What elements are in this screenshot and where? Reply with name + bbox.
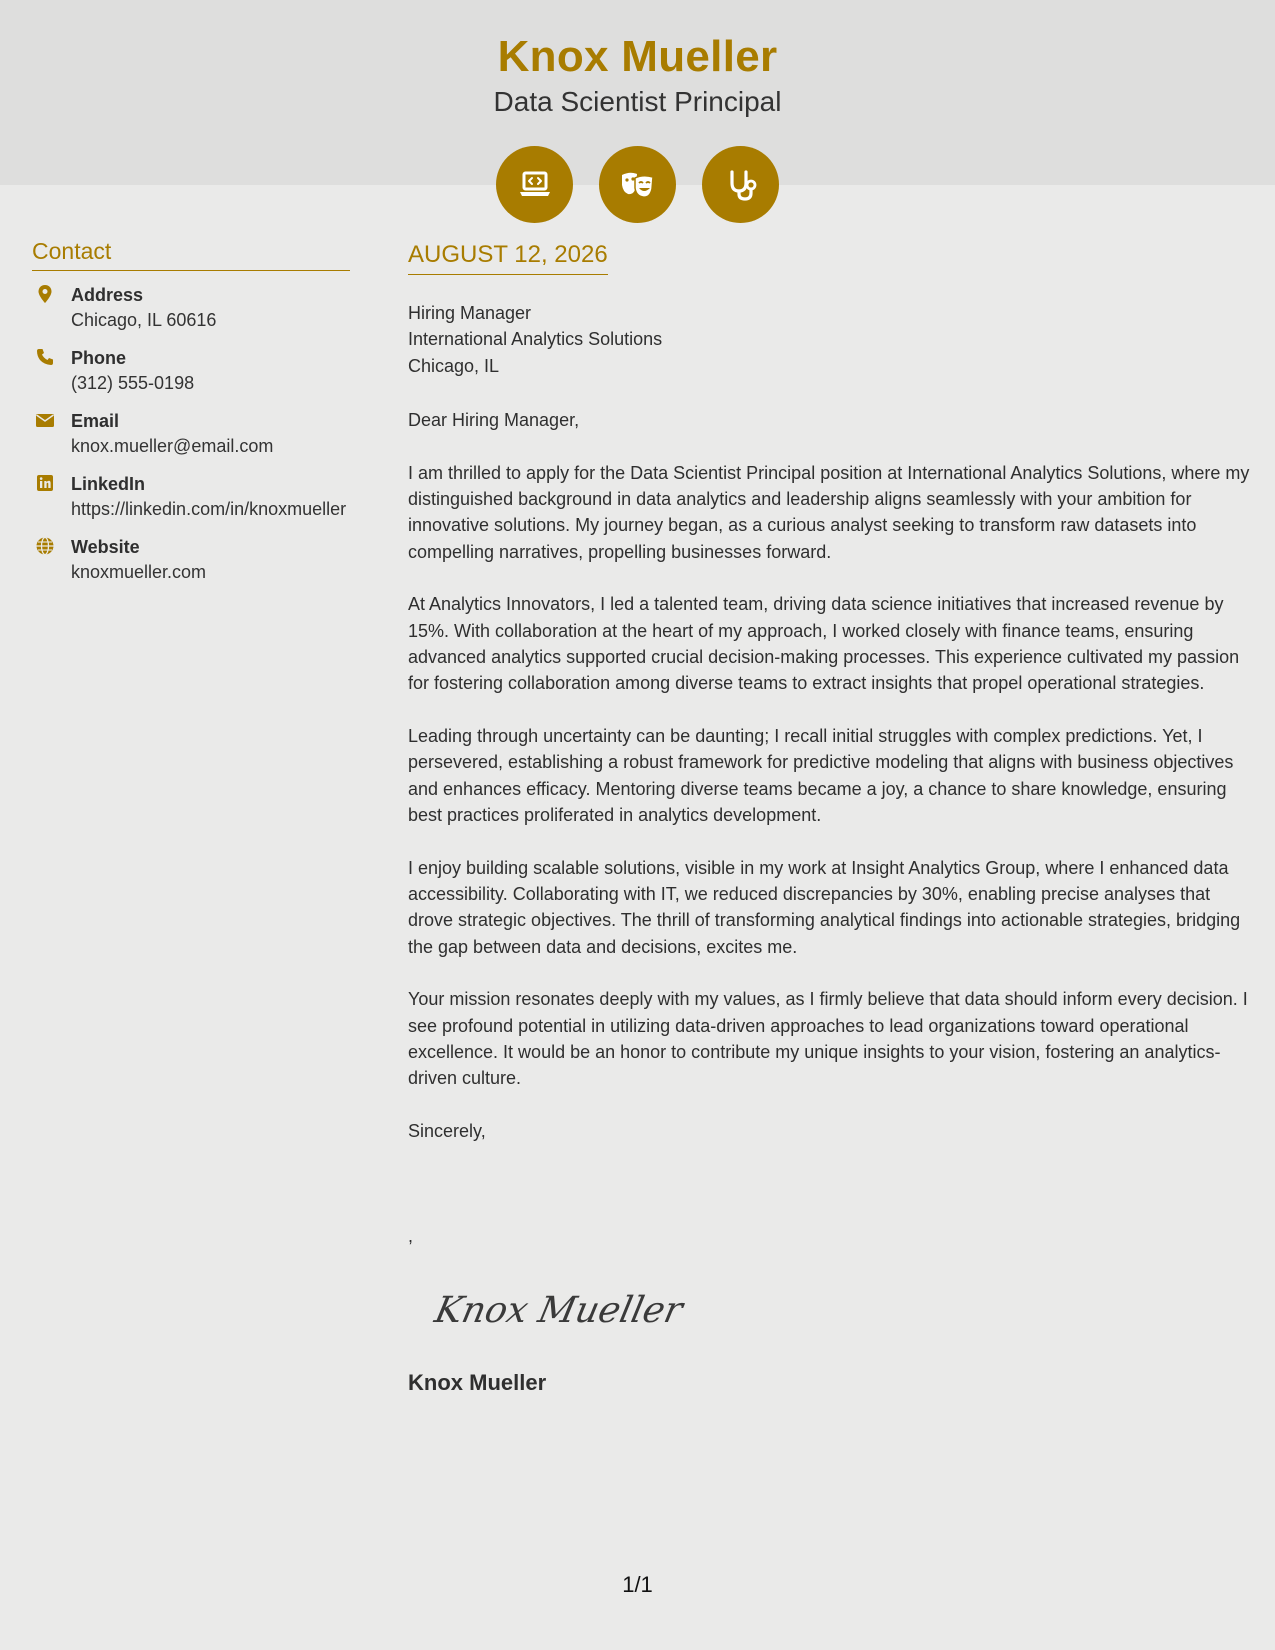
contact-website — [32, 535, 362, 585]
recipient-line: International Analytics Solutions — [408, 329, 663, 350]
contact-label: Address — [71, 285, 144, 305]
stray-comma: , — [408, 1226, 414, 1246]
contact-linkedin — [32, 472, 362, 522]
contact-value[interactable]: knox.mueller@email.com — [71, 436, 274, 456]
page-number: 1/1 — [622, 1572, 653, 1597]
contact-value[interactable]: https://linkedin.com/in/knoxmueller — [71, 499, 347, 519]
contact-value: Chicago, IL 60616 — [71, 310, 217, 330]
contact-label: LinkedIn — [71, 474, 146, 494]
theater-masks-icon — [599, 146, 676, 223]
letter-date: AUGUST 12, 2026 — [408, 241, 608, 275]
linkedin-icon — [35, 473, 55, 493]
signature-text: Knox Mueller — [431, 1288, 687, 1331]
closing: Sincerely, — [408, 1120, 486, 1141]
recipient-block — [408, 300, 1253, 379]
contact-phone — [32, 346, 362, 396]
contact-list — [32, 283, 362, 598]
letter-body — [408, 300, 1253, 1144]
signer-name: Knox Mueller — [408, 1370, 547, 1395]
header-icons — [496, 146, 779, 223]
contact-value[interactable]: knoxmueller.com — [71, 562, 207, 582]
contact-label: Email — [71, 411, 120, 431]
phone-icon — [35, 347, 55, 367]
contact-label: Phone — [71, 348, 127, 368]
globe-icon — [35, 536, 55, 556]
applicant-name: Knox Mueller — [497, 32, 778, 81]
paragraph: I enjoy building scalable solutions, visible in my work at Insight Analytics Group, where I enhanced data accessibility. Collaborating with IT, we reduced discrepancies by 30%, enabling precise analyses that drove strategic objectives. The thrill of transforming analytical findings into actionable strategies, bridging the gap between data and decisions, excites me. — [408, 857, 1241, 957]
recipient-line: Hiring Manager — [408, 303, 532, 323]
map-pin-icon — [35, 284, 55, 304]
contact-email — [32, 409, 362, 459]
paragraph: I am thrilled to apply for the Data Scientist Principal position at International Analytics Solutions, where my distinguished background in data analytics and leadership aligns seamlessly with your ambition for innovative solutions. My journey began, as a curious analyst seeking to transform raw datasets into compelling narratives, propelling businesses forward. — [408, 462, 1250, 562]
paragraph: At Analytics Innovators, I led a talented team, driving data science initiatives that increased revenue by 15%. With collaboration at the heart of my approach, I worked closely with finance teams, ensuring advanced analytics supported crucial decision-making processes. This experience cultivated my passion for fostering collaboration among diverse teams to extract insights that propel operational strategies. — [408, 594, 1240, 694]
signature-image — [426, 1280, 687, 1338]
stethoscope-icon — [702, 146, 779, 223]
paragraph: Leading through uncertainty can be daunting; I recall initial struggles with complex predictions. Yet, I persevered, establishing a robust framework for predictive modeling that aligns with business objectives and enhances efficacy. Mentoring diverse teams became a joy, a chance to share knowledge, ensuring best practices proliferated in analytics development. — [408, 725, 1234, 826]
envelope-icon — [35, 410, 55, 430]
greeting: Dear Hiring Manager, — [408, 410, 580, 431]
paragraph: Your mission resonates deeply with my values, as I firmly believe that data should inform every decision. I see profound potential in utilizing data-driven approaches to lead organizations toward operational excellence. It would be an honor to contribute my unique insights to your vision, fostering an analytics-driven culture. — [408, 989, 1248, 1089]
contact-label: Website — [71, 537, 140, 557]
contact-address — [32, 283, 362, 333]
recipient-line: Chicago, IL — [408, 355, 500, 376]
laptop-code-icon — [496, 146, 573, 223]
applicant-role: Data Scientist Principal — [493, 86, 782, 117]
contact-heading: Contact — [32, 238, 350, 271]
contact-value: (312) 555-0198 — [71, 373, 195, 393]
